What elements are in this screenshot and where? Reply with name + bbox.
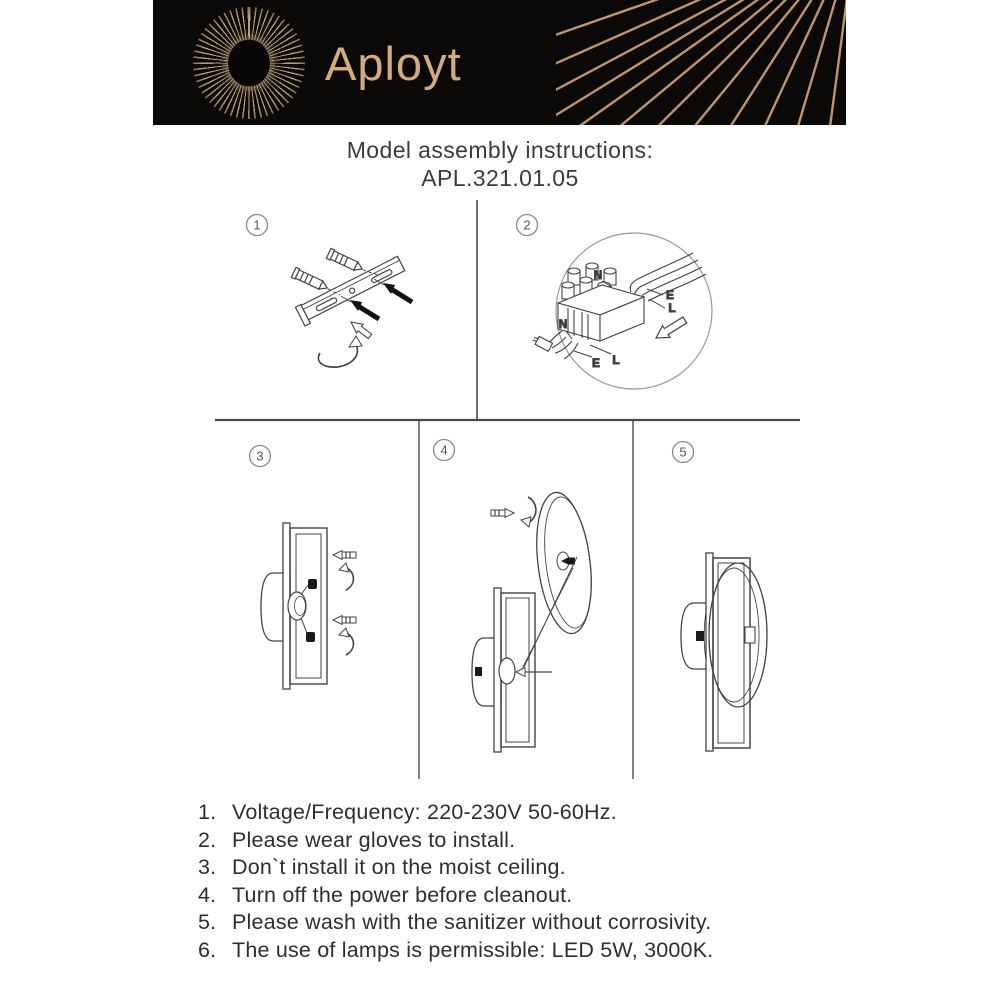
sunburst-logo-icon bbox=[193, 7, 305, 119]
step-badge-5 bbox=[673, 442, 694, 463]
item-number: 6. bbox=[198, 937, 217, 962]
panel-1-bracket-drawing bbox=[291, 248, 412, 367]
brand-name: Aployt bbox=[325, 37, 462, 90]
screw-icon bbox=[333, 616, 356, 625]
push-arrow-icon bbox=[351, 322, 372, 339]
brand-banner bbox=[153, 0, 846, 125]
step-number-3: 3 bbox=[256, 448, 264, 464]
list-item bbox=[198, 882, 858, 910]
list-item bbox=[198, 799, 858, 827]
disc-shade bbox=[530, 489, 599, 636]
insert-arrow-icon bbox=[516, 668, 552, 677]
step-number-1: 1 bbox=[253, 217, 261, 233]
panel-3-mount-body-drawing bbox=[261, 523, 356, 689]
list-item bbox=[198, 854, 858, 882]
wire-label-n-in: N bbox=[593, 270, 603, 282]
direction-arrow-icon bbox=[656, 317, 687, 338]
step-number-4: 4 bbox=[440, 442, 448, 458]
wire-label-l-out: L bbox=[612, 355, 620, 367]
item-text: Please wear gloves to install. bbox=[232, 827, 516, 852]
item-text: Voltage/Frequency: 220-230V 50-60Hz. bbox=[232, 800, 617, 824]
screw-arrow-icon bbox=[341, 296, 379, 319]
step-number-5: 5 bbox=[679, 444, 687, 460]
step-badge-1 bbox=[247, 215, 268, 236]
assembly-diagram bbox=[150, 195, 850, 790]
item-number: 4. bbox=[198, 882, 217, 907]
item-number: 3. bbox=[198, 855, 217, 879]
list-item bbox=[198, 827, 858, 855]
panel-4-attach-disc-drawing bbox=[472, 489, 598, 752]
rotate-arrow-icon bbox=[339, 563, 353, 590]
screw-icon bbox=[491, 509, 514, 518]
rotate-arrow-icon bbox=[339, 628, 353, 655]
rotate-arrow-icon bbox=[521, 497, 536, 527]
item-text: Please wash with the sanitizer without corrosivity. bbox=[232, 910, 712, 934]
sunburst-core bbox=[228, 40, 270, 87]
panel-2-wiring-drawing bbox=[532, 233, 712, 389]
decorative-corner-rays bbox=[556, 0, 846, 125]
rotate-arrow-icon bbox=[318, 336, 362, 367]
step-badge-2 bbox=[517, 215, 538, 236]
title-block bbox=[0, 136, 1000, 192]
wire-label-l-in: L bbox=[668, 303, 676, 315]
list-item bbox=[198, 937, 858, 965]
page-title: Model assembly instructions: bbox=[346, 137, 654, 163]
item-number: 5. bbox=[198, 910, 217, 934]
step-number-2: 2 bbox=[523, 217, 531, 233]
item-text: Don`t install it on the moist ceiling. bbox=[232, 855, 566, 879]
item-text: Turn off the power before cleanout. bbox=[232, 882, 573, 907]
item-text: The use of lamps is permissible: LED 5W, 3000K. bbox=[232, 937, 714, 962]
step-badge-3 bbox=[250, 446, 271, 467]
instructions-list bbox=[198, 799, 858, 964]
item-number: 2. bbox=[198, 827, 217, 852]
panel-5-finished-drawing bbox=[681, 553, 767, 751]
item-number: 1. bbox=[198, 800, 217, 824]
wire-label-e-in: E bbox=[666, 290, 674, 302]
model-number: APL.321.01.05 bbox=[421, 165, 579, 191]
screw-arrow-icon bbox=[374, 279, 412, 302]
step-badge-4 bbox=[434, 440, 455, 461]
wire-label-e-out: E bbox=[592, 358, 600, 370]
list-item bbox=[198, 909, 858, 937]
wire-label-n-out: N bbox=[558, 319, 568, 331]
screw-icon bbox=[333, 551, 356, 560]
